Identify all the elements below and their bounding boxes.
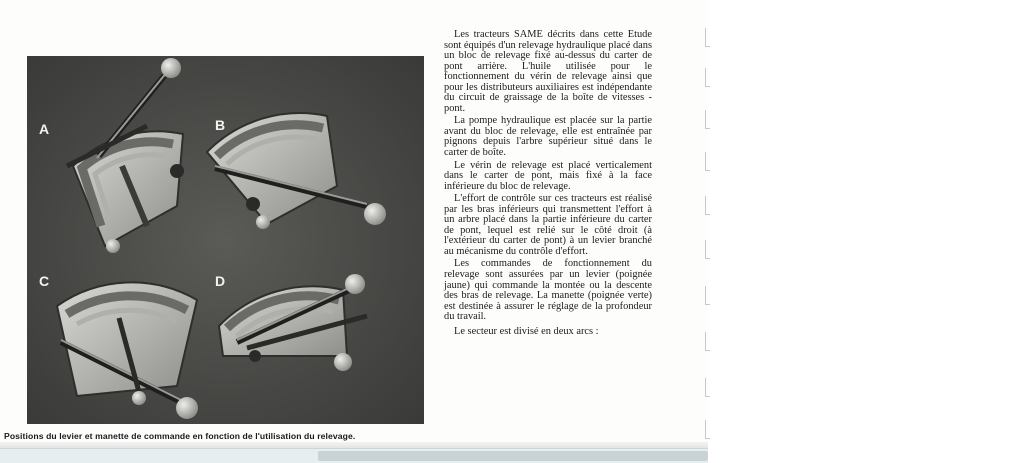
- page-edge-marker: [705, 378, 710, 397]
- paragraph-cut-off: Le secteur est divisé en deux arcs :: [454, 326, 599, 335]
- page-edge-marker: [705, 286, 710, 305]
- paragraph: La pompe hydraulique est placée sur la partie avant du bloc de relevage, elle est entraînée par pignons depuis l'arbre supérieur situé dans le carter de boîte.: [444, 115, 652, 159]
- figure-caption: Positions du levier et manette de commande en fonction de l'utilisation du relevage.: [4, 431, 356, 441]
- control-lever-photo: [27, 56, 424, 424]
- horizontal-scrollbar[interactable]: [0, 448, 708, 463]
- page-edge-marker: [705, 152, 710, 171]
- lever-positions-illustration: [27, 56, 424, 424]
- page-edge-marker: [705, 240, 710, 259]
- paragraph: Le vérin de relevage est placé verticalement dans le carter de pont, mais fixé à la face inférieure du bloc de relevage.: [444, 159, 652, 192]
- page-edge-marker: [705, 110, 710, 129]
- paragraph: Les commandes de fonctionnement du relevage sont assurées par un levier (poignée jaune) qui commande la montée ou la descente des bras de relevage. La manette (poignée verte) est destinée à assurer le réglage de la profondeur du travail.: [444, 258, 652, 323]
- body-text-column: [444, 30, 652, 337]
- viewer-background: [708, 0, 1024, 462]
- panel-b-label: B: [215, 117, 226, 133]
- paragraph: Les tracteurs SAME décrits dans cette Etude sont équipés d'un relevage hydraulique placé dans un bloc de relevage fixé au-dessus du carter de pont arrière. L'huile utilisée pour le fonctionnement du vérin de relevage ainsi que pour les distributeurs auxiliaires est indépendante du circuit de graissage de la boîte de vitesses - pont.: [444, 29, 652, 114]
- page-edge-marker: [705, 196, 710, 215]
- page-edge-marker: [705, 68, 710, 87]
- page-edge-marker: [705, 332, 710, 351]
- scrollbar-thumb[interactable]: [318, 451, 708, 461]
- panel-c-label: C: [39, 273, 50, 289]
- panel-a-label: A: [39, 121, 50, 137]
- page-edge-marker: [705, 420, 710, 439]
- panel-d-label: D: [215, 273, 226, 289]
- paragraph: L'effort de contrôle sur ces tracteurs est réalisé par les bras inférieurs qui transmettent l'effort à un arbre placé dans la partie inférieure du carter de pont, lequel est relié sur le côté droit (à l'extérieur du carter de pont) à un levier branché au mécanisme du contrôle d'effort.: [444, 193, 652, 257]
- page-edge-marker: [705, 28, 710, 47]
